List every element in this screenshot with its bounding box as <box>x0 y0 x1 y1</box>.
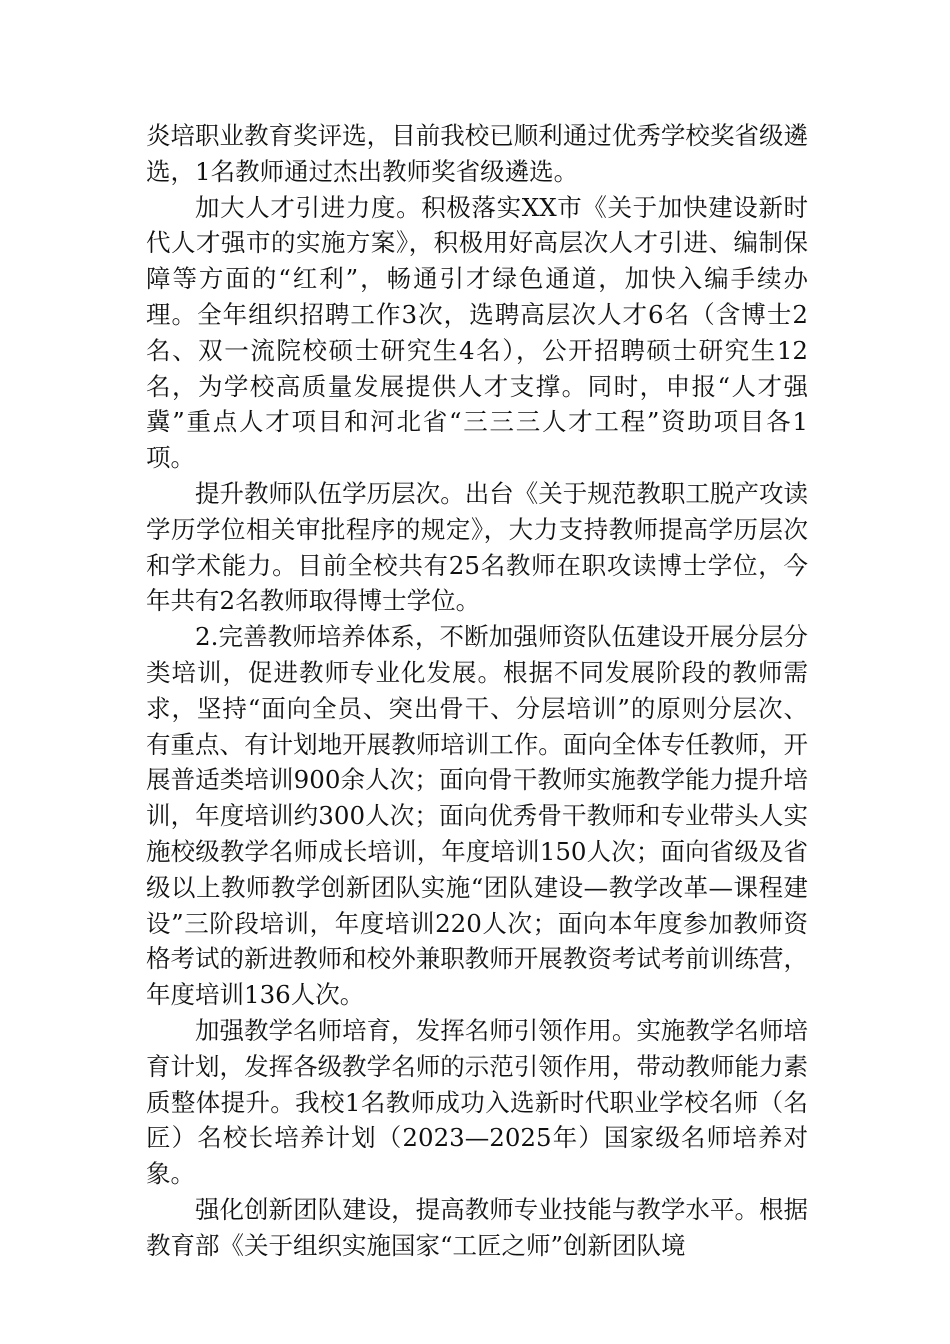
paragraph-talent-recruitment: 加大人才引进力度。积极落实XX市《关于加快建设新时代人才强市的实施方案》，积极用好高层次人才引进、编制保障等方面的“红利”，畅通引才绿色通道，加快入编手续办理。全年组织招聘工作3次，选聘高层次人才6名（含博士2名、双一流院校硕士研究生4名），公开招聘硕士研究生12名，为学校高质量发展提供人才支撑。同时，申报“人才强冀”重点人才项目和河北省“三三三人才工程”资助项目各1项。 <box>146 192 808 473</box>
paragraph-innovation-team: 强化创新团队建设，提高教师专业技能与教学水平。根据教育部《关于组织实施国家“工匠之师”创新团队境 <box>146 1194 808 1260</box>
document-page <box>146 118 808 1264</box>
paragraph-training-system: 2.完善教师培养体系，不断加强师资队伍建设开展分层分类培训，促进教师专业化发展。根据不同发展阶段的教师需求，坚持“面向全员、突出骨干、分层培训”的原则分层次、有重点、有计划地开展教师培训工作。面向全体专任教师，开展普适类培训900余人次；面向骨干教师实施教学能力提升培训，年度培训约300人次；面向优秀骨干教师和专业带头人实施校级教学名师成长培训，年度培训150人次；面向省级及省级以上教师教学创新团队实施“团队建设—教学改革—课程建设”三阶段培训，年度培训220人次；面向本年度参加教师资格考试的新进教师和校外兼职教师开展教资考试考前训练营，年度培训136人次。 <box>146 622 808 1010</box>
paragraph-continuation: 炎培职业教育奖评选，目前我校已顺利通过优秀学校奖省级遴选，1名教师通过杰出教师奖省级遴选。 <box>146 121 808 186</box>
paragraph-education-level: 提升教师队伍学历层次。出台《关于规范教职工脱产攻读学历学位相关审批程序的规定》，大力支持教师提高学历层次和学术能力。目前全校共有25名教师在职攻读博士学位，今年共有2名教师取得博士学位。 <box>146 478 808 616</box>
paragraph-famous-teachers: 加强教学名师培育，发挥名师引领作用。实施教学名师培育计划，发挥各级教学名师的示范引领作用，带动教师能力素质整体提升。我校1名教师成功入选新时代职业学校名师（名匠）名校长培养计划（2023—2025年）国家级名师培养对象。 <box>146 1015 808 1189</box>
